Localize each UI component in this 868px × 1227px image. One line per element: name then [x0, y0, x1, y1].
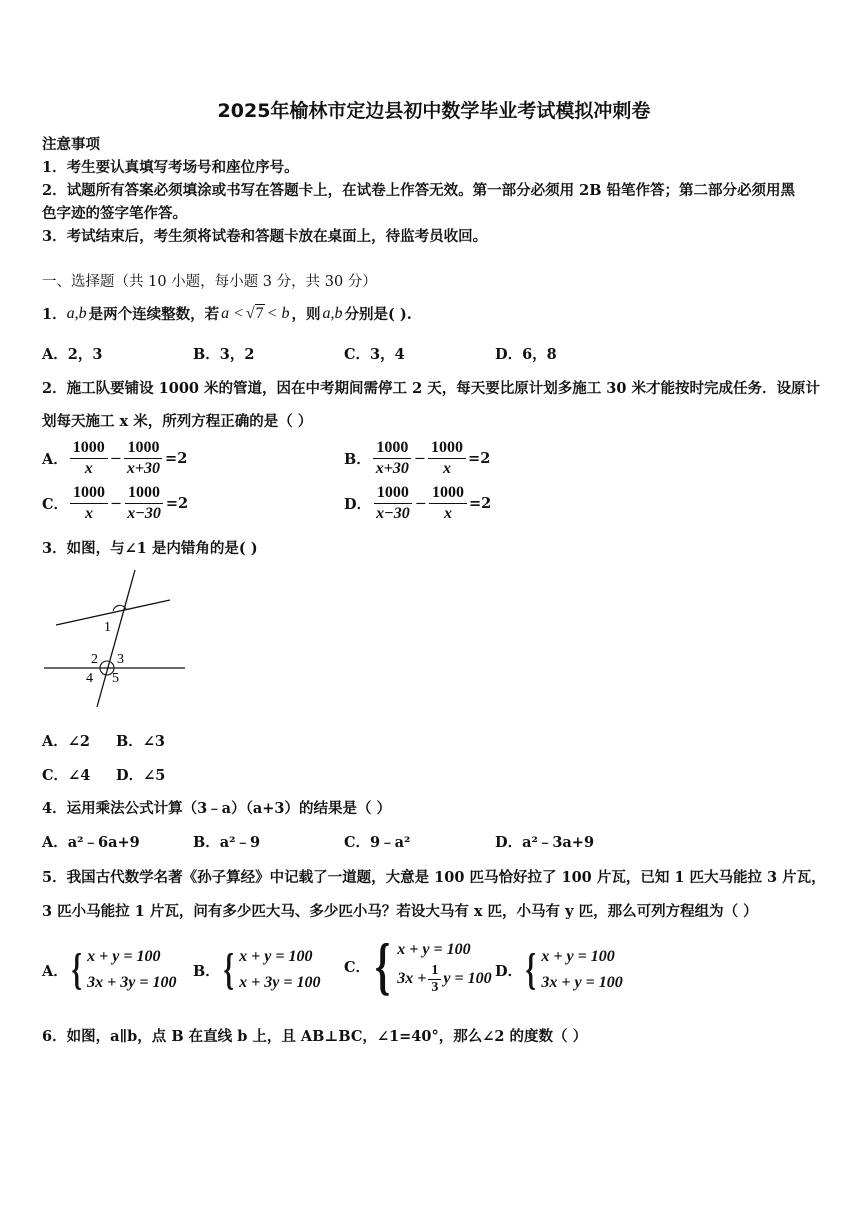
fraction	[429, 483, 467, 524]
minus-sign: −	[413, 450, 427, 467]
equals: =2	[165, 450, 188, 467]
q1-ineq-left: a <	[221, 304, 244, 322]
numerator: 1000	[428, 438, 466, 459]
notice-item-3: 3．考试结束后，考生须将试卷和答题卡放在桌面上，待监考员收回。	[42, 228, 488, 245]
q1-text-1: 是两个连续整数，若	[88, 306, 220, 323]
denominator: x	[443, 460, 452, 477]
q1-number: 1．	[42, 306, 67, 323]
angle-label-3: 3	[117, 652, 124, 667]
notice-item-2: 2．试题所有答案必须填涂或书写在答题卡上，在试卷上作答无效。第一部分必须用 2B 铅笔作答；第二部分必须用黑	[42, 182, 796, 199]
q2-a-label: A．	[42, 451, 68, 468]
fraction	[373, 483, 413, 524]
q4-option-d[interactable]: D．a²﹣3a+9	[495, 834, 595, 851]
numerator: 1	[428, 963, 441, 980]
question-6: 6．如图，a∥b，点 B 在直线 b 上，且 AB⊥BC，∠1=40°，那么∠2 的度数（ ）	[42, 1028, 588, 1045]
brace-icon: {	[223, 945, 234, 994]
denominator: x+30	[126, 460, 161, 477]
equation-2: 3x + 3y = 100	[87, 974, 177, 991]
equation-2-left: 3x +	[397, 970, 427, 987]
equation-system	[522, 944, 623, 996]
q1-text-2: ，则	[291, 306, 321, 323]
q5-option-a[interactable]	[42, 944, 176, 996]
brace-icon: {	[71, 945, 82, 994]
numerator: 1000	[124, 438, 162, 459]
question-5-line-2: 3 匹小马能拉 1 片瓦，问有多少匹大马、多少匹小马？若设大马有 x 匹，小马有 y 匹，那么可列方程组为（ ）	[42, 903, 758, 920]
question-1	[42, 303, 412, 324]
numerator: 1000	[429, 483, 467, 504]
q2-option-d[interactable]	[344, 483, 491, 524]
q2-option-a[interactable]	[42, 438, 187, 479]
equation-1: x + y = 100	[239, 948, 313, 965]
denominator: x	[84, 460, 93, 477]
q3-option-c[interactable]: C．∠4	[42, 767, 91, 784]
notice-item-2-cont: 色字迹的签字笔作答。	[42, 205, 187, 222]
equation-1: x + y = 100	[87, 948, 161, 965]
fraction	[124, 438, 163, 479]
equation-2	[397, 963, 491, 996]
numerator: 1000	[70, 483, 108, 504]
q5-a-label: A．	[42, 962, 68, 980]
denominator: x	[85, 505, 94, 522]
q2-d-label: D．	[344, 496, 372, 513]
section-heading: 一、选择题（共 10 小题，每小题 3 分，共 30 分）	[42, 274, 377, 290]
question-2-line-2: 划每天施工 x 米，所列方程正确的是（ ）	[42, 413, 313, 430]
equals: =2	[468, 495, 492, 512]
question-5-line-1: 5．我国古代数学名著《孙子算经》中记载了一道题，大意是 100 匹马恰好拉了 100 片瓦，已知 1 匹大马能拉 3 片瓦，	[42, 869, 826, 886]
equals: =2	[165, 495, 189, 512]
denominator: x−30	[376, 505, 410, 522]
q5-option-c[interactable]	[344, 930, 492, 1001]
denominator: x−30	[127, 505, 161, 522]
numerator: 1000	[373, 438, 411, 459]
q5-option-d[interactable]	[495, 944, 623, 996]
angle-label-5: 5	[112, 671, 119, 686]
brace-icon: {	[525, 945, 536, 994]
q1-ineq-right: < b	[266, 304, 290, 322]
q4-option-c[interactable]: C．9﹣a²	[344, 834, 411, 851]
q2-option-b[interactable]	[344, 438, 490, 479]
transversal-line	[97, 570, 135, 707]
minus-sign: −	[414, 495, 427, 512]
q3-option-d[interactable]: D．∠5	[116, 767, 166, 784]
fraction	[428, 438, 466, 479]
brace-icon: {	[375, 930, 391, 1001]
angle-label-2: 2	[91, 652, 98, 667]
q5-d-label: D．	[495, 962, 523, 980]
q2-c-label: C．	[42, 496, 69, 513]
q1-ab: a,b	[66, 304, 87, 322]
numerator: 1000	[125, 483, 163, 504]
equation-2: 3x + y = 100	[541, 974, 623, 991]
minus-sign: −	[109, 450, 122, 467]
q1-option-b[interactable]: B．3，2	[193, 346, 255, 363]
q1-sqrt-value: 7	[255, 304, 264, 322]
fraction	[124, 483, 164, 524]
denominator: 3	[431, 979, 439, 995]
equation-1: x + y = 100	[541, 948, 615, 965]
minus-sign: −	[110, 495, 123, 512]
q1-option-a[interactable]: A．2，3	[42, 346, 103, 363]
q1-text-3: 分别是( ).	[344, 306, 412, 323]
equation-2-right: y = 100	[443, 970, 492, 987]
q4-option-a[interactable]: A．a²﹣6a+9	[42, 834, 140, 851]
angle-label-1: 1	[104, 620, 111, 635]
notice-heading: 注意事项	[42, 136, 100, 153]
fraction	[373, 438, 412, 479]
sqrt-icon: √7	[245, 304, 264, 322]
numerator: 1000	[70, 438, 108, 459]
denominator: x	[443, 505, 452, 522]
q1-option-c[interactable]: C．3，4	[344, 346, 405, 363]
fraction	[70, 438, 108, 479]
equation-1: x + y = 100	[397, 940, 471, 958]
page-title: 2025年榆林市定边县初中数学毕业考试模拟冲刺卷	[217, 100, 651, 122]
q4-option-b[interactable]: B．a²﹣9	[193, 834, 261, 851]
question-2-line-1: 2．施工队要铺设 1000 米的管道，因在中考期间需停工 2 天，每天要比原计划多施工 30 米才能按时完成任务．设原计	[42, 380, 820, 397]
q5-c-label: C．	[344, 958, 371, 976]
equation-system	[220, 944, 321, 996]
q1-option-d[interactable]: D．6，8	[495, 346, 557, 363]
q5-b-label: B．	[193, 962, 220, 980]
angle-figure	[40, 565, 190, 715]
equals: =2	[468, 450, 491, 467]
equation-system	[370, 930, 492, 1001]
question-3: 3．如图，与∠1 是内错角的是( )	[42, 540, 258, 557]
q3-option-a[interactable]: A．∠2	[42, 733, 90, 750]
q3-option-b[interactable]: B．∠3	[116, 733, 165, 750]
equation-system	[68, 944, 177, 996]
q2-b-label: B．	[344, 451, 371, 468]
angle-label-4: 4	[86, 671, 93, 686]
fraction	[70, 483, 108, 524]
notice-item-1: 1．考生要认真填写考场号和座位序号。	[42, 159, 299, 176]
upper-line	[56, 600, 170, 625]
q5-option-b[interactable]	[193, 944, 320, 996]
q2-option-c[interactable]	[42, 483, 188, 524]
question-4: 4．运用乘法公式计算（3﹣a）（a+3）的结果是（ ）	[42, 800, 392, 817]
denominator: x+30	[375, 460, 409, 477]
q1-ab-2: a,b	[322, 304, 343, 322]
fraction	[428, 963, 441, 996]
equation-2: x + 3y = 100	[239, 974, 321, 991]
numerator: 1000	[374, 483, 412, 504]
